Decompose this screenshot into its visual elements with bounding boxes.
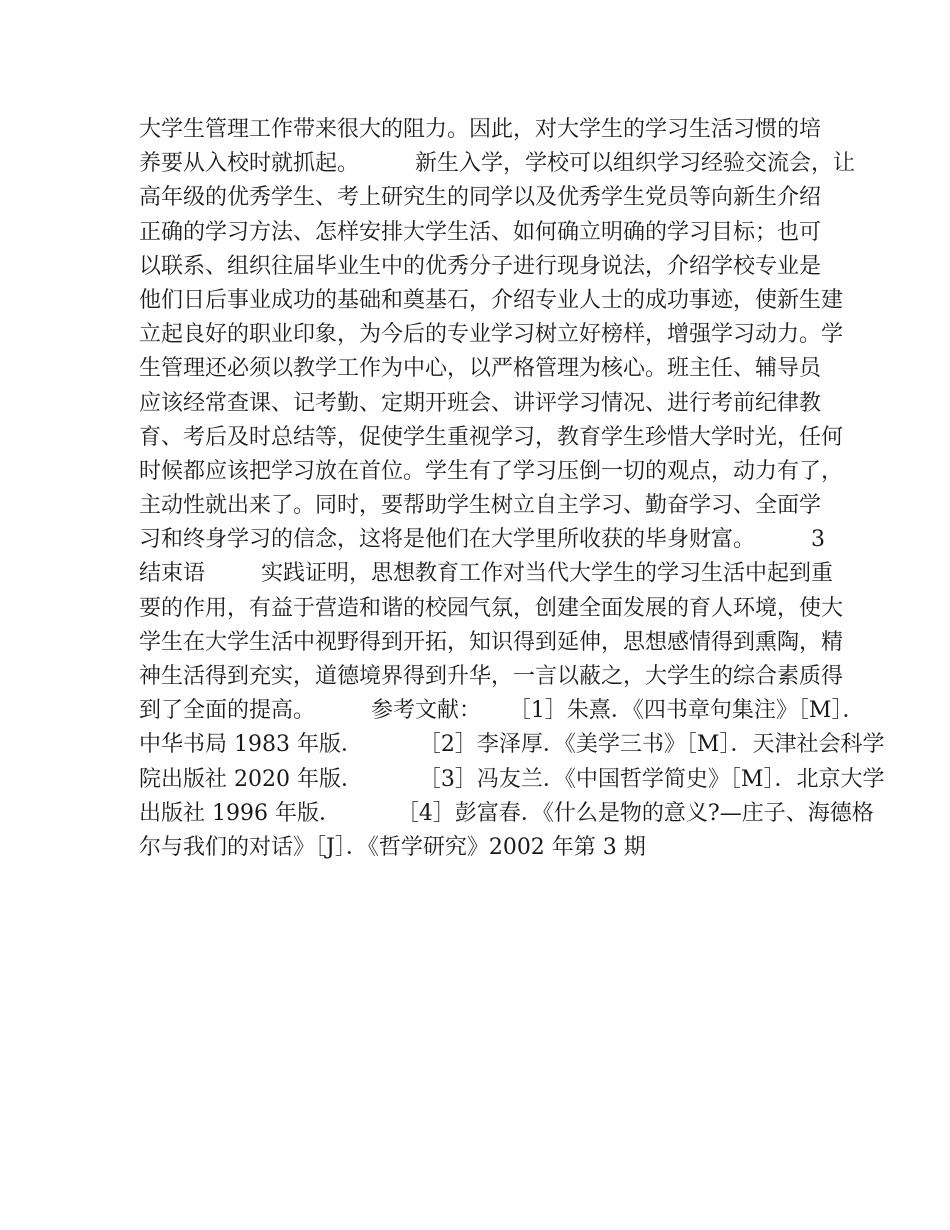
body-text xyxy=(139,113,885,865)
text-line: 时候都应该把学习放在首位。学生有了学习压倒一切的观点，动力有了， xyxy=(139,458,844,484)
text-line: 要的作用，有益于营造和谐的校园气氛，创建全面发展的育人环境，使大 xyxy=(139,595,844,621)
text-line: 应该经常查课、记考勤、定期开班会、讲评学习情况、进行考前纪律教 xyxy=(139,390,822,416)
references-heading-line: 到了全面的提高。 参考文献： ［1］朱熹．《四书章句集注》［M］． xyxy=(139,698,865,724)
text-line: 正确的学习方法、怎样安排大学生活、如何确立明确的学习目标；也可 xyxy=(139,219,822,245)
reference-line: 出版社 1996 年版． ［4］彭富春．《什么是物的意义?—庄子、海德格 xyxy=(139,800,874,826)
text-line: 高年级的优秀学生、考上研究生的同学以及优秀学生党员等向新生介绍 xyxy=(139,185,822,211)
text-line: 他们日后事业成功的基础和奠基石，介绍专业人士的成功事迹，使新生建 xyxy=(139,287,844,313)
text-line: 主动性就出来了。同时，要帮助学生树立自主学习、勤奋学习、全面学 xyxy=(139,493,822,519)
text-line: 大学生管理工作带来很大的阻力。因此，对大学生的学习生活习惯的培 xyxy=(139,117,822,142)
reference-line: 中华书局 1983 年版． ［2］李泽厚．《美学三书》［M］．天津社会科学 xyxy=(139,732,885,758)
reference-line: 院出版社 2020 年版． ［3］冯友兰．《中国哲学简史》［M］．北京大学 xyxy=(139,766,885,792)
text-line: 生管理还必须以教学工作为中心，以严格管理为核心。班主任、辅导员 xyxy=(139,356,822,382)
text-line: 养要从入校时就抓起。 新生入学，学校可以组织学习经验交流会，让 xyxy=(139,151,855,177)
text-line: 学生在大学生活中视野得到开拓，知识得到延伸，思想感情得到熏陶，精 xyxy=(139,629,844,655)
text-line: 育、考后及时总结等，促使学生重视学习，教育学生珍惜大学时光，任何 xyxy=(139,424,844,450)
text-line: 习和终身学习的信念，这将是他们在大学里所收获的毕身财富。 3 xyxy=(139,527,825,553)
text-line: 神生活得到充实，道德境界得到升华，一言以蔽之，大学生的综合素质得 xyxy=(139,664,844,689)
conclusion-heading-line: 结束语 实践证明，思想教育工作对当代大学生的学习生活中起到重 xyxy=(139,561,833,587)
reference-line: 尔与我们的对话》［J］．《哲学研究》2002 年第 3 期 xyxy=(139,834,646,860)
text-line: 立起良好的职业印象，为今后的专业学习树立好榜样，增强学习动力。学 xyxy=(139,322,844,348)
text-line: 以联系、组织往届毕业生中的优秀分子进行现身说法，介绍学校专业是 xyxy=(139,253,822,279)
